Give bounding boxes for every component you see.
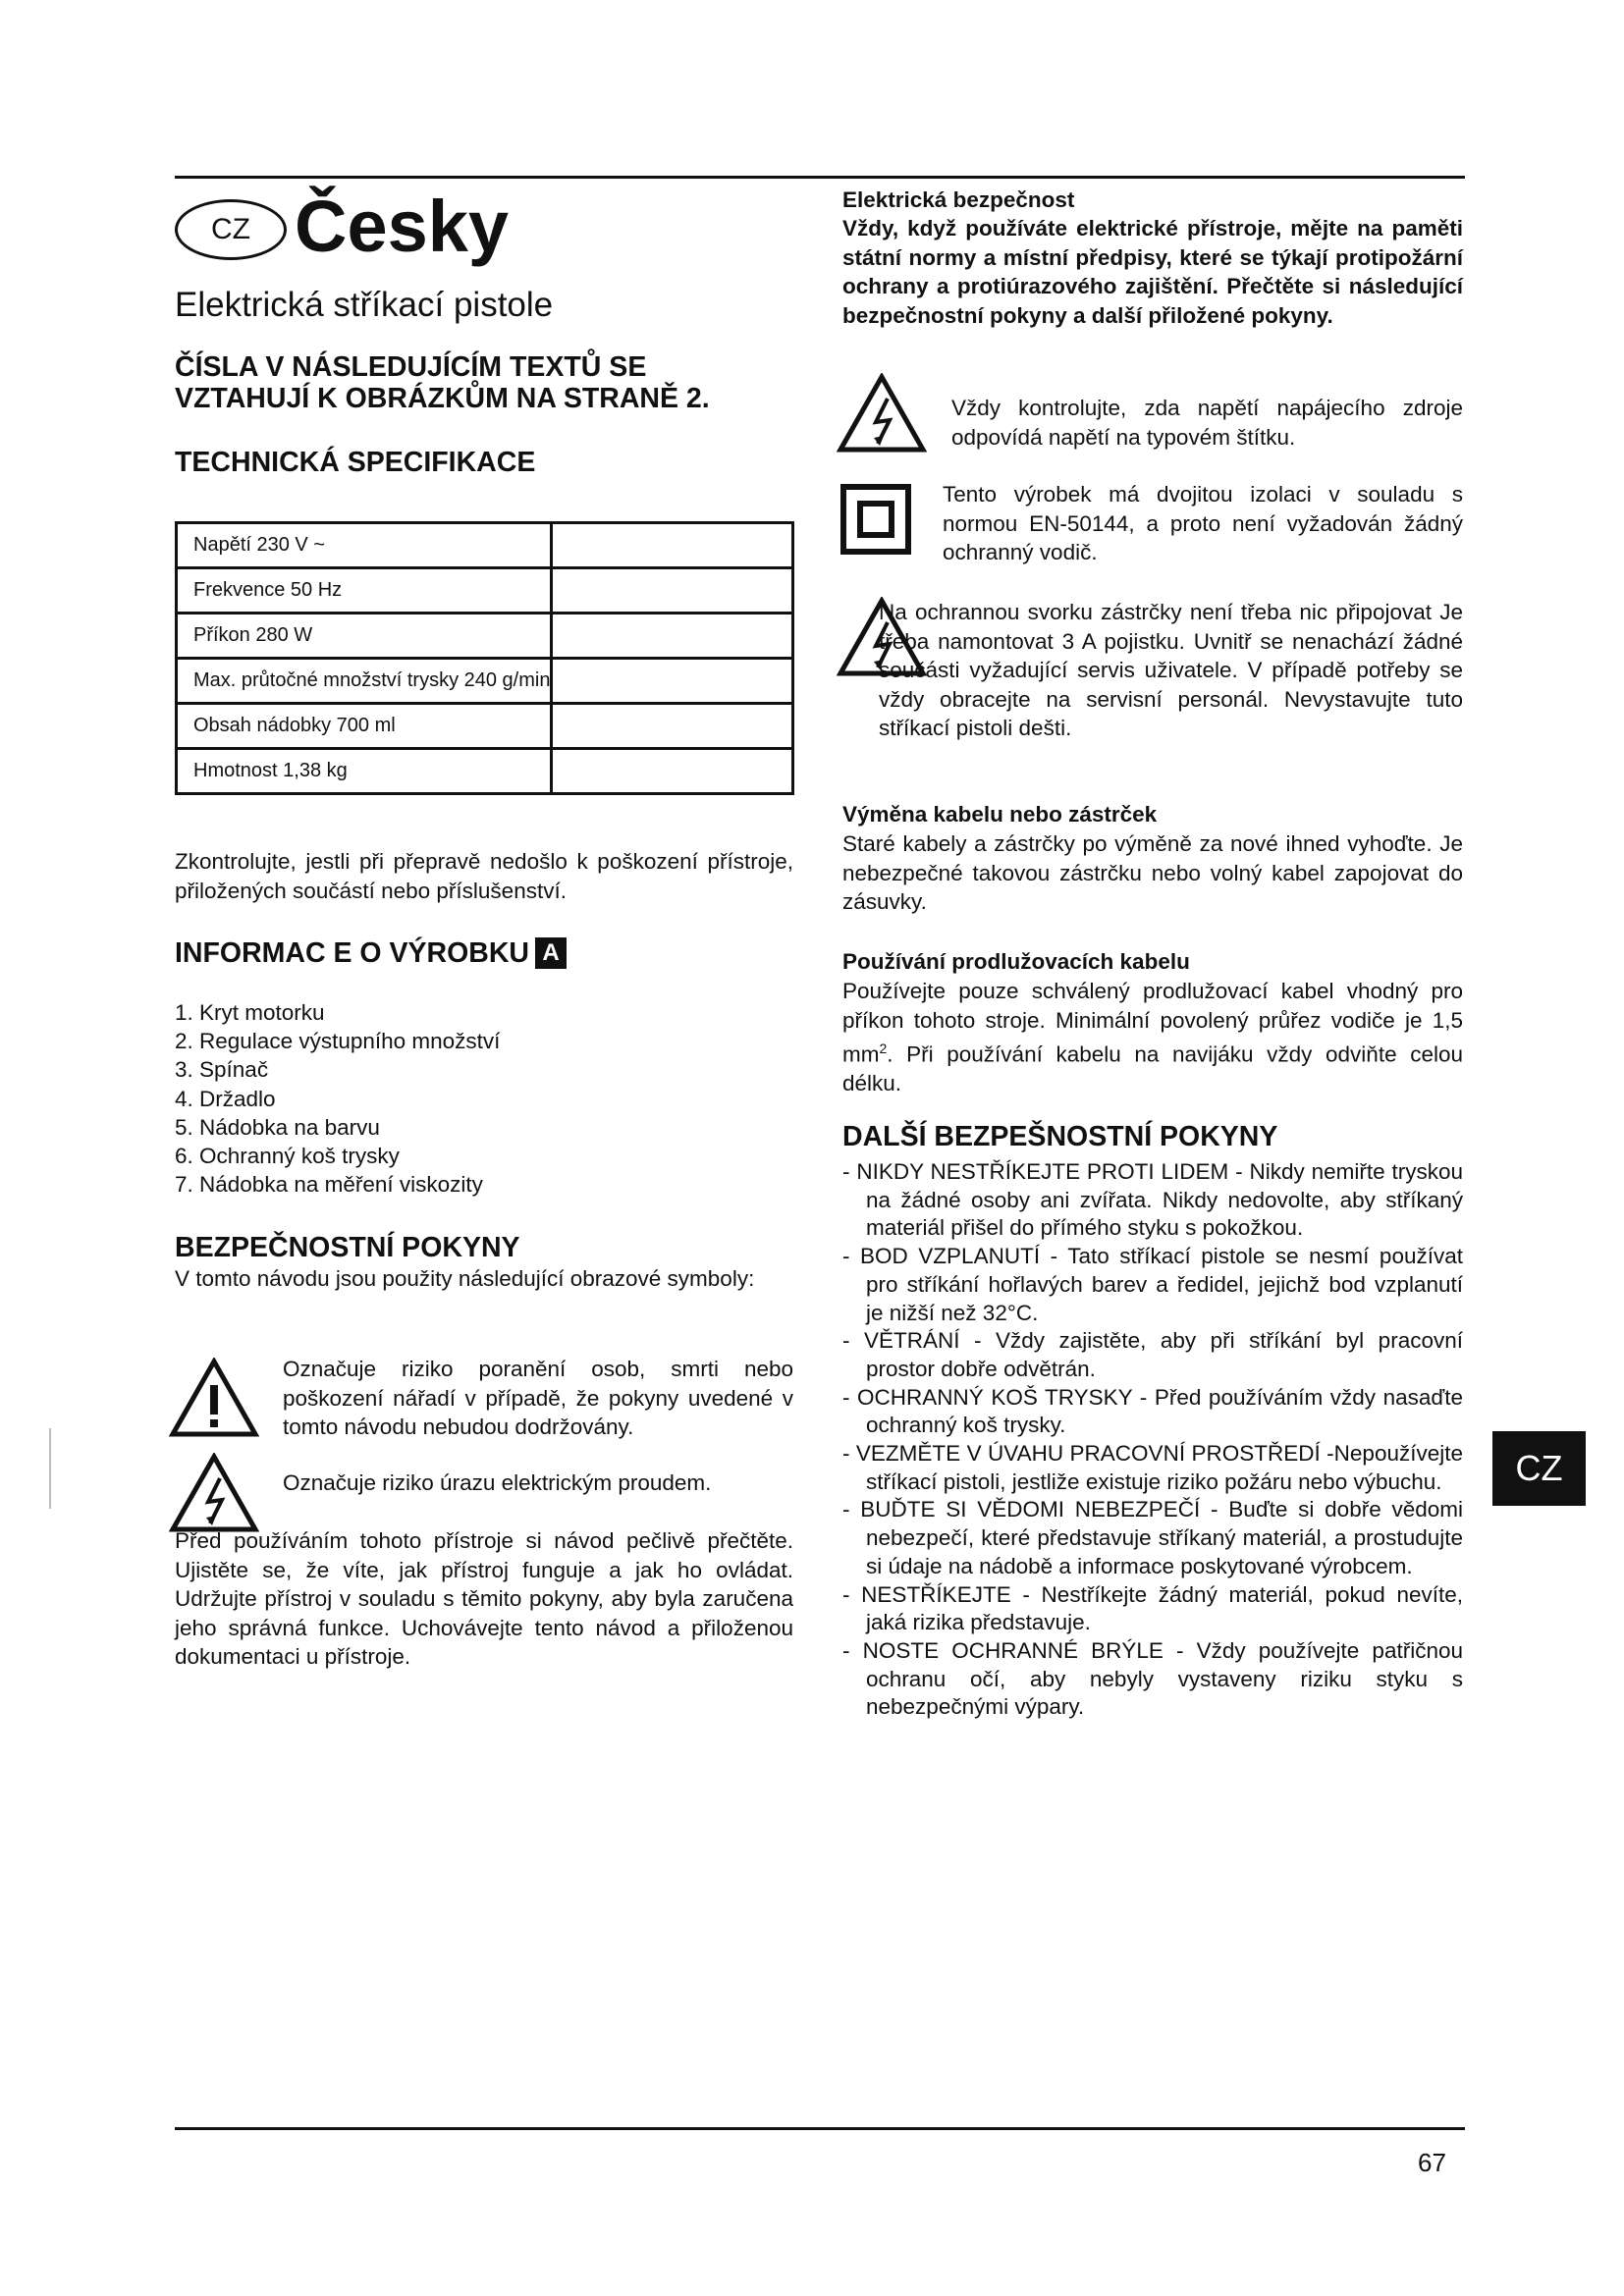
- voltage-check-text: Vždy kontrolujte, zda napětí napájecího zdroje odpovídá napětí na typovém štítku.: [951, 396, 1463, 450]
- additional-safety-heading: DALŠÍ BEZPEŠNOSTNÍ POKYNY: [842, 1121, 1278, 1152]
- language-title: Česky: [295, 186, 510, 267]
- spec-row: [177, 614, 793, 659]
- list-item: 2. Regulace výstupního množství: [175, 1029, 501, 1054]
- spec-cell-empty: [552, 614, 793, 659]
- parts-list: [175, 998, 500, 1199]
- spec-cell: Frekvence 50 Hz: [177, 568, 552, 614]
- spec-cell-empty: [552, 704, 793, 749]
- safety-heading: BEZPEČNOSTNÍ POKYNY: [175, 1232, 520, 1263]
- spec-cell-empty: [552, 523, 793, 568]
- spec-table: [175, 521, 794, 795]
- top-rule: [175, 176, 1465, 179]
- cable-replacement-text: Staré kabely a zástrčky po výměně za nové ihned vyhoďte. Je nebezpečné takovou zástrčku nebo volný kabel zapojovat do zásuvky.: [842, 831, 1463, 914]
- list-item: 6. Ochranný koš trysky: [175, 1144, 400, 1169]
- superscript: 2: [879, 1041, 888, 1056]
- page-number: 67: [1418, 2148, 1446, 2177]
- extension-cable-text: [842, 977, 1463, 1098]
- electric-hazard-icon: [837, 373, 927, 454]
- spec-cell-empty: [552, 749, 793, 794]
- figure-letter-badge: A: [535, 937, 567, 969]
- warning-triangle-icon: [169, 1358, 259, 1438]
- list-item: 5. Nádobka na barvu: [175, 1114, 380, 1140]
- double-insulation-icon: [840, 484, 911, 555]
- document-title: Elektrická stříkací pistole: [175, 286, 554, 324]
- spec-cell-text: Max. průtočné množství trysky 240 g/min: [193, 669, 551, 691]
- extension-cable-heading: Používání prodlužovacích kabelu: [842, 949, 1190, 974]
- additional-safety-list: [842, 1158, 1463, 1722]
- spec-cell: [177, 659, 552, 704]
- extension-cable-text-a: Používejte pouze schválený prodlužovací kabel vhodný pro příkon tohoto stroje. Minimální povolený průřez vodiče je 1,5 mm: [842, 979, 1463, 1067]
- safety-intro: V tomto návodu jsou použity následující obrazové symboly:: [175, 1266, 755, 1291]
- list-item: - VEZMĚTE V ÚVAHU PRACOVNÍ PROSTŘEDÍ -Nepoužívejte stříkací pistoli, jestliže existuje riziko požáru nebo výbuchu.: [842, 1441, 1463, 1494]
- spec-cell-empty: [552, 659, 793, 704]
- spec-heading: TECHNICKÁ SPECIFIKACE: [175, 447, 536, 478]
- list-item: 4. Držadlo: [175, 1086, 276, 1111]
- list-item: - NOSTE OCHRANNÉ BRÝLE - Vždy používejte patřičnou ochranu očí, aby nebyly vystaveny riziku styku s nebezpečnými výpary.: [842, 1637, 1463, 1720]
- spec-row: [177, 704, 793, 749]
- cable-replacement-heading: Výměna kabelu nebo zástrček: [842, 802, 1158, 827]
- list-item: - OCHRANNÝ KOŠ TRYSKY - Před používáním vždy nasaďte ochranný koš trysky.: [842, 1384, 1463, 1438]
- spec-cell: Příkon 280 W: [177, 614, 552, 659]
- electrical-safety-intro: Vždy, když používáte elektrické přístroje, mějte na paměti státní normy a místní předpisy, které se týkají protipožární ochrany a protiúrazového zajištění. Přečtěte si následující bezpečnostní pokyny a další přiložené pokyny.: [842, 216, 1463, 328]
- spec-row: [177, 749, 793, 794]
- double-insulation-text: Tento výrobek má dvojitou izolaci v souladu s normou EN-50144, a proto není vyžadován žádný ochranný vodič.: [943, 482, 1463, 564]
- list-item: 7. Nádobka na měření viskozity: [175, 1172, 483, 1198]
- list-item: 3. Spínač: [175, 1057, 269, 1083]
- list-item: - NESTŘÍKEJTE - Nestříkejte žádný materiál, pokud nevíte, jaká rizika představuje.: [842, 1581, 1463, 1635]
- product-info-heading: [175, 937, 567, 969]
- bottom-rule: [175, 2127, 1465, 2130]
- electric-hazard-icon: [169, 1453, 259, 1533]
- spec-cell: Napětí 230 V ~: [177, 523, 552, 568]
- list-item: - NIKDY NESTŘÍKEJTE PROTI LIDEM - Nikdy nemiřte tryskou na žádné osoby ani zvířata. Nikdy nedovolte, aby stříkaný materiál přišel do přímého styku s pokožkou.: [842, 1159, 1463, 1241]
- reference-note: [175, 351, 803, 414]
- extension-cable-text-b: . Při používání kabelu na navijáku vždy odviňte celou délku.: [842, 1041, 1463, 1095]
- electrical-safety-heading: Elektrická bezpečnost: [842, 187, 1075, 212]
- margin-mark: [49, 1428, 51, 1509]
- terminal-fuse-text: [879, 598, 1463, 743]
- reference-note-line-2: VZTAHUJÍ K OBRÁZKŮM NA STRANĚ 2.: [175, 383, 710, 414]
- spec-row: [177, 523, 793, 568]
- reference-note-line-1: ČÍSLA V NÁSLEDUJÍCÍM TEXTŮ SE: [175, 351, 647, 383]
- product-info-heading-text: INFORMAC E O VÝROBKU: [175, 937, 530, 969]
- list-item: - BOD VZPLANUTÍ - Tato stříkací pistole se nesmí používat pro stříkání hořlavých barev a ředidel, jejichž bod vzplanutí je nižší než 32°C.: [842, 1244, 1463, 1325]
- spec-cell: Obsah nádobky 700 ml: [177, 704, 552, 749]
- language-code-badge: CZ: [175, 199, 287, 260]
- spec-row: [177, 568, 793, 614]
- list-item: - VĚTRÁNÍ - Vždy zajistěte, aby při stříkání byl pracovní prostor dobře odvětrán.: [842, 1328, 1463, 1381]
- list-item: - BUĎTE SI VĚDOMI NEBEZPEČÍ - Buďte si dobře vědomi nebezpečí, které představuje stříkaný materiál, a prostudujte si údaje na nádobě a informace poskytované výrobcem.: [842, 1497, 1463, 1578]
- spec-cell: Hmotnost 1,38 kg: [177, 749, 552, 794]
- warning-symbol-text: Označuje riziko poranění osob, smrti nebo poškození nářadí v případě, že pokyny uvedené v tomto návodu nebudou dodržovány.: [283, 1357, 793, 1439]
- list-item: 1. Kryt motorku: [175, 1000, 325, 1025]
- terminal-fuse-paragraph: Na ochrannou svorku zástrčky není třeba nic připojovat Je třeba namontovat 3 A pojistku. Uvnitř se nenachází žádné součásti vyžadující servis uživatele. V případě potřeby se vždy obracejte na servisní personál. Nevystavujte tuto stříkací pistoli dešti.: [879, 600, 1463, 740]
- electric-symbol-text: Označuje riziko úrazu elektrickým proudem.: [283, 1470, 712, 1495]
- transport-check-text: Zkontrolujte, jestli při přepravě nedošlo k poškození přístroje, přiložených součástí nebo příslušenství.: [175, 849, 793, 903]
- read-manual-text: Před používáním tohoto přístroje si návod pečlivě přečtěte. Ujistěte se, že víte, jak přístroj funguje a jak ho ovládat. Udržujte přístroj v souladu s těmito pokyny, aby byla zaručena jeho správná funkce. Uchovávejte tento návod a přiloženou dokumentaci u přístroje.: [175, 1528, 793, 1669]
- language-side-tab: CZ: [1492, 1431, 1586, 1506]
- spec-cell-empty: [552, 568, 793, 614]
- spec-row: [177, 659, 793, 704]
